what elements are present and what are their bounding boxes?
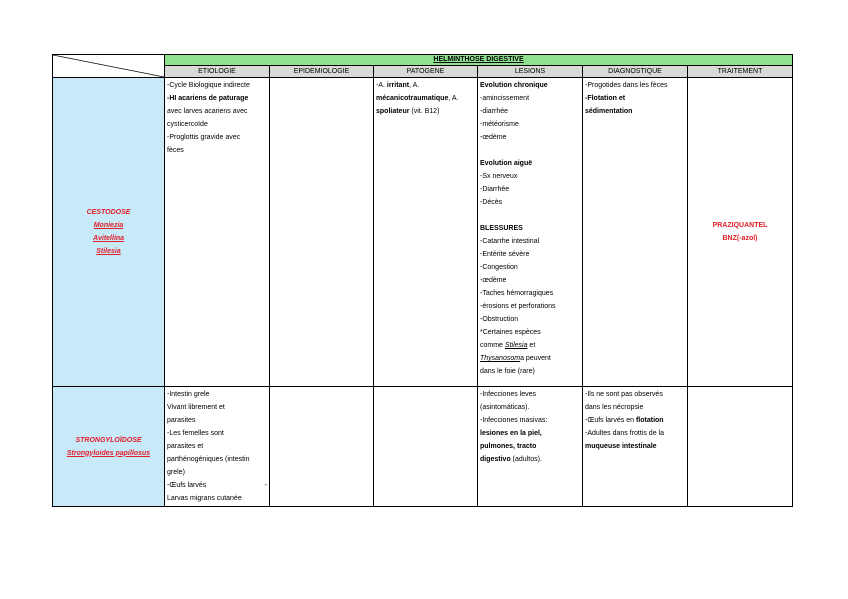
text-line: fèces	[167, 147, 184, 154]
section-heading: BLESSURES	[480, 225, 523, 232]
text-line: -Progotides dans les fèces	[585, 82, 668, 89]
text-line: -œdème	[480, 134, 507, 141]
species-name: Avitellina	[92, 235, 125, 242]
text-fragment: mécanicotraumatique	[376, 95, 449, 102]
text-line: -Proglottis gravide avec	[167, 134, 241, 141]
text-line: -Obstruction	[480, 316, 519, 323]
epidemiologie-cell	[270, 387, 374, 507]
header-etiologie: ETIOLOGIE	[165, 66, 270, 78]
treatment-name: PRAZIQUANTEL	[712, 222, 768, 229]
text-line: Vivant librement et	[167, 404, 225, 411]
text-line: Larvas migrans cutanée	[167, 495, 242, 502]
text-line: -Taches hémorragiques	[480, 290, 554, 297]
patogene-cell	[374, 78, 478, 387]
traitement-cell	[688, 387, 793, 507]
text-fragment: irritant	[386, 82, 410, 89]
text-line: -Sx nerveux	[480, 173, 518, 180]
header-epidemiologie: EPIDEMIOLOGIE	[270, 66, 374, 78]
text-line: -Catarrhe intestinal	[480, 238, 540, 245]
lesions-cell	[478, 387, 583, 507]
text-line: -Cycle Biologique indirecte	[167, 82, 250, 89]
species-name: Strongyloides papillosus	[66, 449, 151, 457]
text-fragment: -A.	[376, 82, 387, 89]
traitement-cell	[688, 78, 793, 387]
text-fragment: et	[527, 342, 536, 349]
text-line: -amincissement	[480, 95, 530, 102]
text-line: muqueuse intestinale	[585, 443, 657, 450]
text-fragment: (vit. B12)	[409, 108, 440, 115]
text-line: -Infecciones masivas:	[480, 417, 548, 424]
spacer	[480, 144, 580, 157]
text-line	[480, 339, 580, 352]
text-fragment: -Œufs larvés	[167, 482, 207, 489]
text-line: parasites et	[167, 443, 204, 450]
etiologie-cell	[165, 78, 270, 387]
text-line: -Flotation et	[585, 95, 626, 102]
text-line: pulmones, tracto	[480, 443, 537, 450]
text-line: -érosions et perforations	[480, 303, 556, 310]
text-line: -Ils ne sont pas observés	[585, 391, 663, 398]
text-fragment: , A.	[409, 82, 420, 89]
text-line: -HI acariens de paturage	[167, 95, 249, 102]
text-fragment: -	[264, 482, 267, 489]
corner-cell	[53, 55, 165, 78]
text-line	[376, 79, 475, 92]
text-line: cysticercoïde	[167, 121, 208, 128]
banner-title: HELMINTHOSE DIGESTIVE	[165, 55, 793, 66]
section-heading: Evolution aiguë	[480, 160, 533, 167]
text-line: -météorisme	[480, 121, 519, 128]
epidemiologie-cell	[270, 78, 374, 387]
text-fragment: Thysanosom	[480, 355, 521, 362]
text-line: -diarrhée	[480, 108, 509, 115]
text-line	[376, 92, 475, 105]
text-line: (asintomáticas).	[480, 404, 530, 411]
header-traitement: TRAITEMENT	[688, 66, 793, 78]
text-line: lesiones en la piel,	[480, 430, 542, 437]
text-fragment: -Œufs larvés en	[585, 417, 636, 424]
helminthose-table	[52, 54, 793, 507]
text-line: -Infecciones leves	[480, 391, 537, 398]
section-heading: Evolution chronique	[480, 82, 548, 89]
diagnostique-cell	[583, 387, 688, 507]
text-fragment: , A.	[448, 95, 459, 102]
text-line: -Diarrhée	[480, 186, 510, 193]
text-line: dans les nécropsie	[585, 404, 644, 411]
text-line: dans le foie (rare)	[480, 368, 535, 375]
etiologie-cell	[165, 387, 270, 507]
text-line: -Les femelles sont	[167, 430, 224, 437]
disease-name: STRONGYLOÏDOSE	[75, 436, 142, 444]
disease-cell-strongyloidose	[53, 387, 165, 507]
text-fragment: digestivo	[480, 456, 511, 463]
header-lesions: LESIONS	[478, 66, 583, 78]
text-fragment: comme	[480, 342, 505, 349]
text-fragment: Stilesia	[504, 342, 528, 349]
patogene-cell	[374, 387, 478, 507]
table-row	[53, 387, 793, 507]
text-line: avec larves acariens avec	[167, 108, 248, 115]
text-line: parthénogéniques (intestin	[167, 456, 250, 463]
text-line: -Entérite sévère	[480, 251, 530, 258]
header-diagnostique: DIAGNOSTIQUE	[583, 66, 688, 78]
text-line	[480, 453, 580, 466]
text-line: sédimentation	[585, 108, 633, 115]
header-patogene: PATOGENE	[374, 66, 478, 78]
text-fragment: flotation	[635, 417, 664, 424]
text-line	[167, 479, 267, 492]
text-line: -Congestion	[480, 264, 518, 271]
text-line: parasites	[167, 417, 196, 424]
text-line: -œdème	[480, 277, 507, 284]
spacer	[480, 209, 580, 222]
species-name: Stilesia	[96, 248, 121, 255]
text-line	[585, 414, 685, 427]
text-fragment: a peuvent	[520, 355, 551, 362]
text-line	[376, 105, 475, 118]
table-row	[53, 78, 793, 387]
text-line: -Adultes dans frottis de la	[585, 430, 664, 437]
text-line: grele)	[167, 469, 185, 476]
treatment-name: BNZ(-azol)	[722, 235, 758, 242]
text-line: -Décès	[480, 199, 503, 206]
text-fragment: (adultos).	[510, 456, 542, 463]
text-line: *Certaines espèces	[480, 329, 541, 336]
text-line	[480, 352, 580, 365]
disease-name: CESTODOSE	[86, 209, 131, 216]
text-line: -Intestin grele	[167, 391, 210, 398]
species-name: Moniezia	[93, 222, 124, 229]
lesions-cell	[478, 78, 583, 387]
diagnostique-cell	[583, 78, 688, 387]
diagonal-divider	[53, 55, 164, 77]
disease-cell-cestodose	[53, 78, 165, 387]
text-fragment: spoliateur	[376, 108, 410, 115]
